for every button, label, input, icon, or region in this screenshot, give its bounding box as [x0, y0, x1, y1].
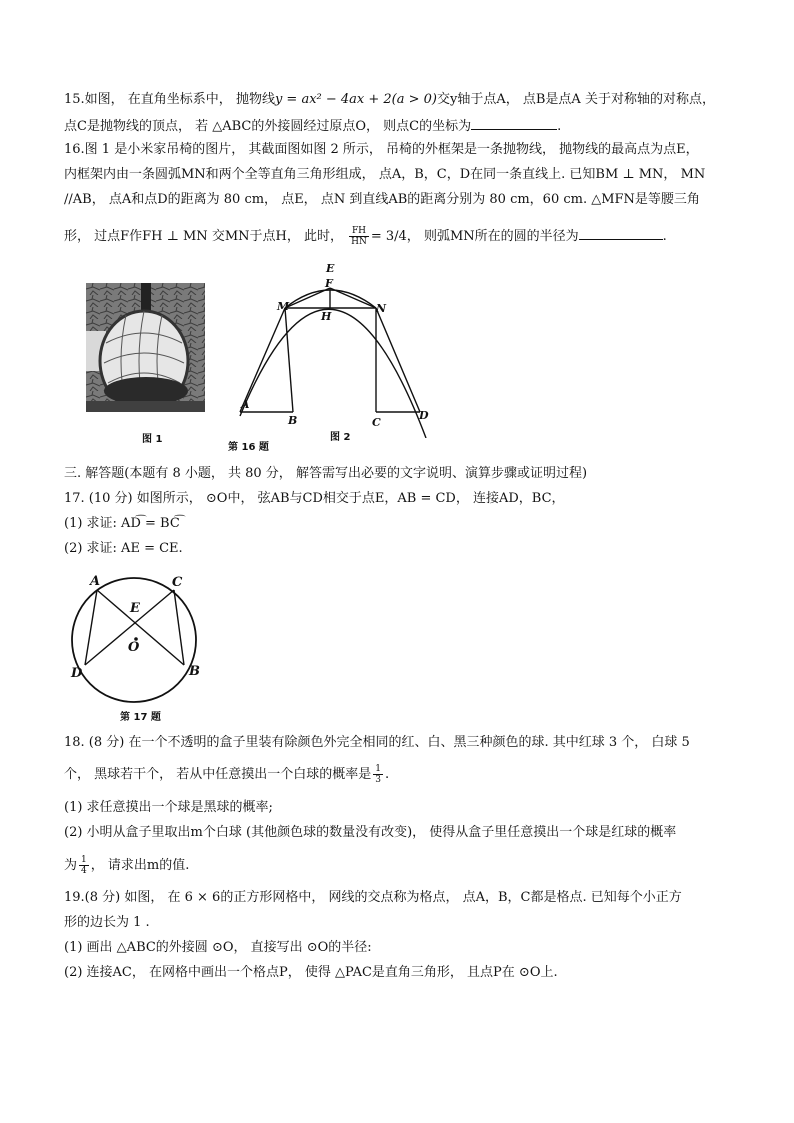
q18-line2	[64, 764, 389, 785]
q18-part1: (1) 求任意摸出一个球是黑球的概率;	[64, 800, 273, 815]
figure-17-title: 第 17 题	[120, 712, 161, 723]
label-o: O	[128, 640, 140, 655]
segment-am	[240, 308, 285, 412]
label-e: E	[130, 601, 140, 616]
q18-text-d: ， 请求出m的值.	[90, 858, 190, 873]
label-b: B	[288, 414, 298, 427]
q16-line1: 16.图 1 是小米家吊椅的图片， 其截面图如图 2 所示， 吊椅的外框架是一条抛物线， 抛物线的最高点为点E，	[64, 142, 699, 157]
q16-line3: //AB， 点A和点D的距离为 80 cm， 点E， 点N 到直线AB的距离分别为 80 cm，60 cm. △MFN是等腰三角	[64, 192, 700, 207]
q16-line4	[64, 226, 667, 247]
q19-line2: 形的边长为 1 .	[64, 915, 150, 930]
label-d: D	[71, 666, 83, 681]
q18-text-b: .	[385, 767, 390, 782]
q17-line1: 17. (10 分) 如图所示， ⊙O中， 弦AB与CD相交于点E，AB = CD， 连接AD，BC，	[64, 491, 565, 506]
figure-16-title: 第 16 题	[228, 442, 269, 453]
q19-part1: (1) 画出 △ABC的外接圆 ⊙O， 直接写出 ⊙O的半径:	[64, 940, 372, 955]
label-h: H	[321, 310, 332, 323]
figure-1-caption: 图 1	[142, 434, 163, 445]
q15-text-b: 交y轴于点A， 点B是点A 关于对称轴的对称点，	[437, 92, 715, 107]
q15-line2	[64, 117, 561, 135]
q15-line1	[64, 92, 715, 108]
figure-2-diagram	[226, 262, 436, 438]
section-3-heading: 三. 解答题(本题有 8 小题， 共 80 分， 解答需写出必要的文字说明、演算步骤或证明过程)	[64, 466, 588, 481]
label-f: F	[325, 277, 333, 290]
q16-line2: 内框架内由一条圆弧MN和两个全等直角三角形组成， 点A，B，C，D在同一条直线上. 已知BM ⊥ MN， MN	[64, 167, 706, 182]
q18-line5	[64, 855, 189, 876]
q18-text-c: 为	[64, 858, 78, 873]
label-n: N	[376, 302, 387, 315]
label-a: A	[241, 398, 250, 411]
parabola-curve	[240, 309, 426, 438]
figure-2-caption: 图 2	[330, 432, 351, 443]
q19-part2: (2) 连接AC， 在网格中画出一个格点P， 使得 △PAC是直角三角形， 且点P在 ⊙O上.	[64, 965, 558, 980]
q19-line1: 19.(8 分) 如图， 在 6 × 6的正方形网格中， 网线的交点称为格点， 点A，B，C都是格点. 已知每个小正方	[64, 890, 682, 905]
chord-ab	[97, 590, 184, 665]
label-d: D	[419, 409, 429, 422]
q17-part2: (2) 求证: AE = CE.	[64, 541, 183, 556]
segment-nd	[376, 308, 420, 412]
q16-frac-eq: = 3/4，	[370, 229, 420, 244]
label-a: A	[90, 574, 101, 589]
figure-1-photo	[86, 283, 205, 412]
figure-17-diagram	[64, 565, 214, 725]
label-c: C	[172, 575, 183, 590]
fraction-one-quarter: $\frac{1}{4}$	[81, 855, 87, 876]
segment-fn	[330, 288, 376, 308]
q16-text-a: 形， 过点F作FH ⊥ MN 交MN于点H， 此时，	[64, 229, 343, 244]
label-c: C	[372, 416, 381, 429]
q15-end: .	[557, 119, 562, 134]
fraction-one-third: $\frac{1}{3}$	[375, 764, 381, 785]
label-e: E	[326, 262, 335, 275]
q18-part2: (2) 小明从盒子里取出m个白球 (其他颜色球的数量没有改变)， 使得从盒子里任意摸出一个球是红球的概率	[64, 825, 677, 840]
q16-end: .	[662, 229, 667, 244]
q15-text-c: 点C是抛物线的顶点， 若 △ABC的外接圆经过原点O， 则点C的坐标为	[64, 119, 472, 134]
answer-blank-16[interactable]	[579, 227, 663, 240]
q18-text-a: 个， 黑球若干个， 若从中任意摸出一个白球的概率是	[64, 767, 372, 782]
q15-text-a: 15.如图， 在直角坐标系中， 抛物线	[64, 92, 275, 107]
segment-ad	[85, 590, 97, 665]
segment-mf	[285, 288, 330, 308]
q15-equation: y = ax² − 4ax + 2(a > 0)	[274, 92, 438, 107]
q18-line1: 18. (8 分) 在一个不透明的盒子里装有除颜色外完全相同的红、白、黑三种颜色的球. 其中红球 3 个， 白球 5	[64, 735, 690, 750]
q16-text-b: 则弧MN所在的圆的半径为	[423, 229, 579, 244]
segment-bm	[285, 308, 293, 412]
q17-part1: (1) 求证: AD͡ = BC͡	[64, 516, 180, 531]
fraction-fh-hn: $\frac{FH}{HN}$	[351, 226, 367, 247]
answer-blank-15[interactable]	[471, 117, 557, 130]
label-b: B	[189, 664, 200, 679]
label-m: M	[277, 300, 290, 313]
